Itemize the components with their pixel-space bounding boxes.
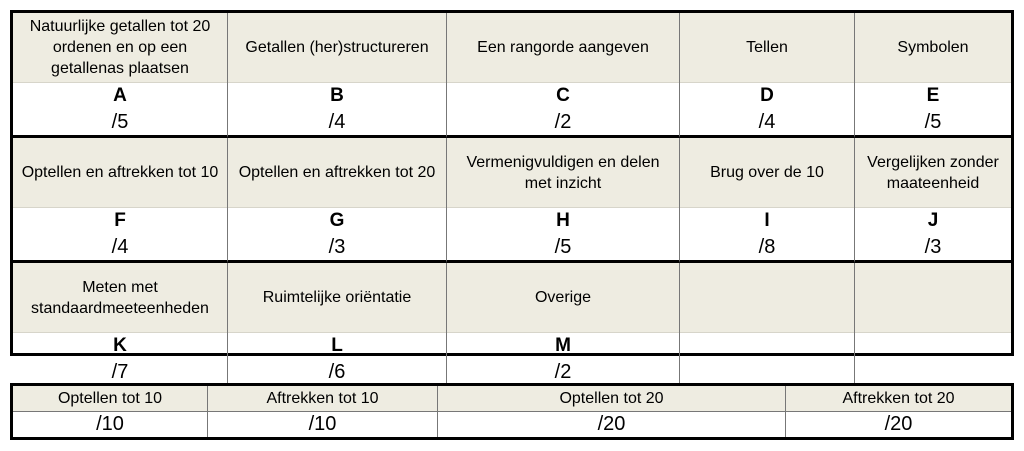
- category-letter: L: [331, 335, 343, 356]
- category-score-table: [10, 10, 1014, 383]
- empty-cell: [680, 263, 855, 385]
- category-letter: C: [556, 85, 570, 106]
- category-letter: D: [760, 85, 774, 106]
- category-letter: J: [927, 210, 939, 231]
- category-title: Natuurlijke getallen tot 20 ordenen en op een getallenas plaatsen: [13, 13, 227, 83]
- category-score: /3: [924, 236, 942, 258]
- category-cell-g: [228, 138, 447, 263]
- category-title: Symbolen: [855, 13, 1011, 83]
- category-cell-f: [13, 138, 228, 263]
- empty-body: [855, 333, 1011, 385]
- category-letter: H: [556, 210, 570, 231]
- category-cell-j: [855, 138, 1011, 263]
- category-title: Brug over de 10: [680, 138, 854, 208]
- totals-table: [10, 383, 1014, 440]
- category-cell-i: [680, 138, 855, 263]
- category-score: /4: [328, 111, 346, 133]
- category-score: /4: [111, 236, 129, 258]
- category-cell-k: [13, 263, 228, 385]
- category-score: /8: [758, 236, 776, 258]
- category-letter: B: [330, 85, 344, 106]
- category-title: Vergelijken zonder maateenheid: [855, 138, 1011, 208]
- category-title: Een rangorde aangeven: [447, 13, 679, 83]
- category-title: Meten met standaardmeeteenheden: [13, 263, 227, 333]
- empty-body: [680, 333, 854, 385]
- empty-title: [680, 263, 854, 333]
- category-score: /3: [328, 236, 346, 258]
- category-score: /2: [554, 361, 572, 383]
- category-cell-a: [13, 13, 228, 138]
- category-title: Overige: [447, 263, 679, 333]
- category-title: Vermenigvuldigen en delen met inzicht: [447, 138, 679, 208]
- category-letter: E: [926, 85, 940, 106]
- category-cell-l: [228, 263, 447, 385]
- category-cell-d: [680, 13, 855, 138]
- totals-header: Aftrekken tot 20: [786, 386, 1011, 412]
- category-title: Tellen: [680, 13, 854, 83]
- category-title: Getallen (her)structureren: [228, 13, 446, 83]
- category-score: /6: [328, 361, 346, 383]
- category-title: Optellen en aftrekken tot 10: [13, 138, 227, 208]
- category-letter: A: [113, 85, 127, 106]
- category-score: /5: [924, 111, 942, 133]
- category-score: /2: [554, 111, 572, 133]
- category-cell-m: [447, 263, 680, 385]
- totals-score: /20: [438, 412, 786, 437]
- totals-score: /10: [208, 412, 438, 437]
- totals-score: /20: [884, 413, 913, 435]
- category-cell-e: [855, 13, 1011, 138]
- totals-score: /10: [13, 412, 208, 437]
- empty-title: [855, 263, 1011, 333]
- category-letter: F: [114, 210, 126, 231]
- category-letter: M: [555, 335, 571, 356]
- category-score: /5: [111, 111, 129, 133]
- category-cell-b: [228, 13, 447, 138]
- category-title: Optellen en aftrekken tot 20: [228, 138, 446, 208]
- category-cell-c: [447, 13, 680, 138]
- category-score: /5: [554, 236, 572, 258]
- category-score: /4: [758, 111, 776, 133]
- totals-header: Optellen tot 20: [438, 386, 786, 412]
- category-letter: G: [329, 210, 345, 231]
- category-letter: I: [764, 210, 770, 231]
- totals-header: Aftrekken tot 10: [208, 386, 438, 412]
- empty-cell: [855, 263, 1011, 385]
- totals-header: Optellen tot 10: [13, 386, 208, 412]
- category-score: /7: [111, 361, 129, 383]
- category-cell-h: [447, 138, 680, 263]
- category-letter: K: [113, 335, 127, 356]
- category-title: Ruimtelijke oriëntatie: [228, 263, 446, 333]
